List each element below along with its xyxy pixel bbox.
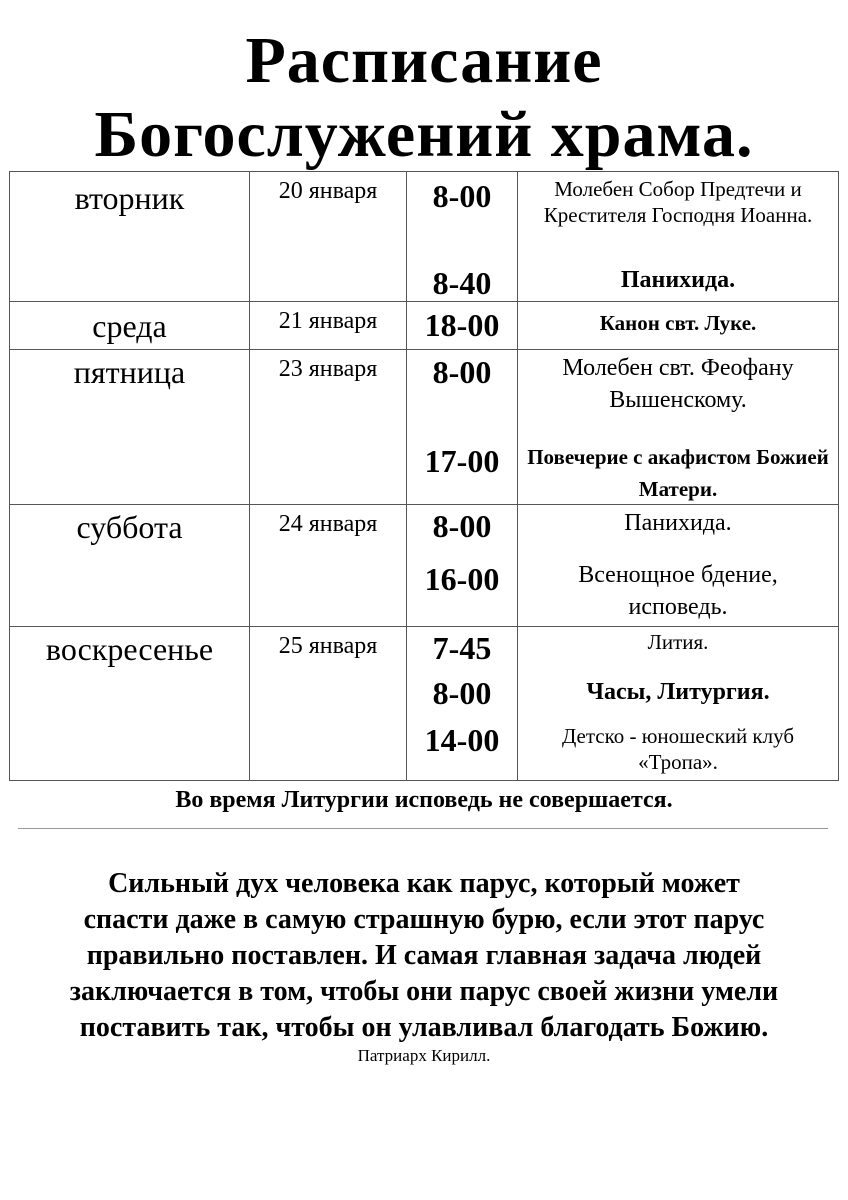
quote-line: поставить так, чтобы он улавливал благодать Божию.	[79, 1012, 769, 1043]
service-name: Молебен Собор Предтечи и Крестителя Господня Иоанна.	[543, 177, 813, 228]
date-value: 21 января	[278, 308, 378, 334]
time-cell	[407, 627, 518, 781]
service-time: 7-45	[432, 630, 492, 666]
quote-line: Сильный дух человека как парус, который может	[108, 868, 740, 899]
day-cell	[10, 627, 250, 781]
quote-author: Патриарх Кирилл.	[357, 1046, 491, 1065]
date-cell	[250, 302, 407, 350]
service-cell	[518, 302, 839, 350]
table-row	[10, 302, 839, 350]
service-time: 8-00	[432, 675, 492, 711]
service-name: Часы, Литургия.	[586, 679, 770, 705]
day-name: воскресенье	[45, 631, 214, 667]
service-time: 18-00	[424, 307, 500, 343]
page-title-line-1: Расписание	[245, 24, 603, 97]
date-value: 23 января	[278, 356, 378, 382]
service-cell	[518, 627, 839, 781]
table-row	[10, 505, 839, 627]
date-value: 20 января	[278, 178, 378, 204]
time-cell	[407, 302, 518, 350]
table-row	[10, 172, 839, 302]
quote-line: заключается в том, чтобы они парус своей жизни умели	[69, 976, 779, 1007]
day-cell	[10, 302, 250, 350]
day-name: суббота	[76, 509, 183, 545]
divider	[18, 828, 828, 829]
service-name: Канон свт. Луке.	[599, 311, 757, 335]
time-cell	[407, 172, 518, 302]
time-cell	[407, 350, 518, 505]
day-cell	[10, 350, 250, 505]
day-cell	[10, 505, 250, 627]
service-name: Повечерие с акафистом Божией Матери.	[527, 445, 829, 501]
service-name: Панихида.	[620, 267, 736, 293]
service-name: Молебен свт. Феофану Вышенскому.	[562, 355, 794, 414]
date-cell	[250, 627, 407, 781]
service-time: 8-00	[432, 178, 492, 214]
service-time: 8-00	[432, 508, 492, 544]
table-row	[10, 350, 839, 505]
table-row	[10, 627, 839, 781]
day-cell	[10, 172, 250, 302]
day-name: вторник	[74, 180, 185, 216]
quote	[0, 866, 848, 1046]
service-name: Панихида.	[624, 510, 732, 536]
service-time: 17-00	[424, 443, 500, 479]
service-cell	[518, 505, 839, 627]
schedule-table	[9, 171, 839, 781]
service-name: Всенощное бдение, исповедь.	[578, 562, 778, 621]
date-cell	[250, 350, 407, 505]
day-name: среда	[92, 308, 167, 344]
service-name: Лития.	[647, 630, 709, 654]
confession-note: Во время Литургии исповедь не совершается.	[175, 787, 673, 813]
service-time: 8-00	[432, 354, 492, 390]
service-time: 14-00	[424, 722, 500, 758]
date-cell	[250, 172, 407, 302]
service-time: 16-00	[424, 561, 500, 597]
date-value: 24 января	[278, 511, 378, 537]
service-cell	[518, 350, 839, 505]
service-time: 8-40	[432, 265, 492, 301]
service-name: Детско - юношеский клуб «Тропа».	[561, 724, 795, 775]
quote-line: спасти даже в самую страшную бурю, если этот парус	[83, 904, 765, 935]
service-cell	[518, 172, 839, 302]
day-name: пятница	[73, 354, 186, 390]
time-cell	[407, 505, 518, 627]
quote-line: правильно поставлен. И самая главная задача людей	[86, 940, 762, 971]
date-cell	[250, 505, 407, 627]
date-value: 25 января	[278, 633, 378, 659]
page-title-line-2: Богослужений храма.	[94, 98, 754, 171]
